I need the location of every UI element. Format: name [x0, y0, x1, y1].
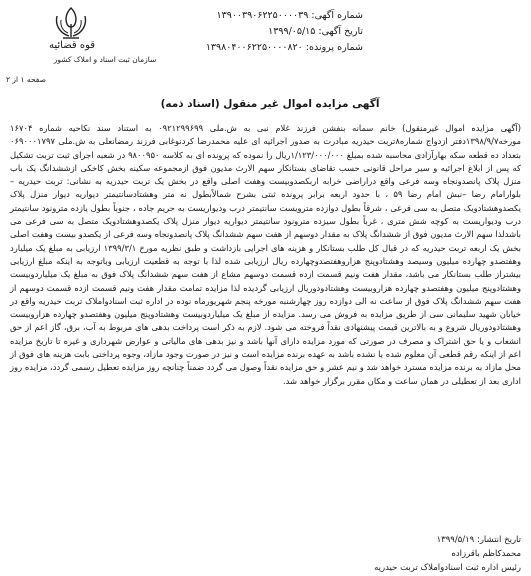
ad-number: شماره آگهی: ۱۳۹۰۰۳۹۰۶۲۲۵۰۰۰۰۳۹: [216, 10, 363, 21]
signer-name: محمدکاظم باقرزاده: [451, 549, 521, 559]
signature-block: [374, 533, 521, 575]
page-number: صفحه ۱ از ۲: [6, 75, 46, 84]
notice-body-paragraph: (آگهی مزایده اموال غیرمنقول) خانم سمانه بنفشن فرزند غلام نبی به ش.ملی ۰۹۲۱۲۹۹۶۹۹ به استناد سند نکاحیه شماره ۱۶۷۰۴ مورخه۱۳۹۸/۹/۷دفتر ازدواج شماره۸تربت حیدریه مبادرت به صدور اجرائیه ای علیه محمدرضا کردنوغابی فرزند رمضانعلی به ش.ملی ۰۶۹۰۰۰۱۷۹۷ بتعداد ده قطعه سکه بهارآزادی محاسبه شده بمبلغ ۱/۱۲۳/۰۰۰/۰۰۰ریال را نموده که پرونده ای به کلاسه ۹۸۰۰۹۵۰ در شعبه اجرای ثبت تربت تشکیل که پس از ابلاغ اجرائیه و سیر مراحل قانونی حسب تقاضای بستانکار سهم الارث مدیون فوق ازمجموعه سکینه بخش کاخکی ازششدانگ یک باب منزل پلاک پانصدونجاه وسه فرعی واقع دراراضی خرابه اربکصدوبیست وهفت اصلی واقع در بخش یک تربت حیدریه به نشانی: تربت حیدریه – بلوارامام رضا –نبش امام رضا ۵۹ ، با حدود اربعه برابر پرونده ثبتی بشرح شمالاًبطول نه متر وهشتادسانتیمتر دیواریه دیوار منزل پلاک یکصدوهشتادویک متصل به سی فرعی ، شرقاً بطول دوازده مترویست سانتیمتر درب ودیواریست به حریم جاده ، جنوباً بطول یازده مترونود سانتیمتر درب ودیواریست به کوچه شش متری ، غرباً بطول سیزده مترونود سانتیمتر دیواریه دیوار منزل پلاک یکصدوهشتادویک متصل به سی فرعی می باشدلذا سهم الارث مدیون فوق از ششدانگ پلاک به مقدار دوسهم از هفت سهم ششدانگ پلاک پانصدونجاه وسه فرعی از یکصدو بیست وهفت اصلی بخش یک اربعه تربت حیدریه که در قبال کل طلب بستانکار و هزینه های اجرایی بازداشت و طبق نظریه مورخ ۱۳۹۹/۳/۱ ارزیابی به مبلغ یک میلیارد وهفتصدو چهارده میلیون وسیصد وهشتادوپنج هزاروهفتصدوچهارده ریال ارزیابی شده لذا با توجه به قطعیت ارزیابی وباتوجه به اینکه مبلغ ارزیابی بیشتراز طلب بستانکار می باشد، مقدار هفت ونیم قسمت ازده قسمت دوسهم مشاع از هفت سهم ششدانگ پلاک فوق به مبلغ یک میلیاردوبیست وهشتادوپنج میلیون وهفتصدو چهارده هزاروبیست وهشتادودوریال ارزیابی گردیده لذا مزایده تمامت مقدار هفت ونیم قسمت ازده قسمت دوسهم از هفت سهم ششدانگ پلاک فوق از ساعت نه الی دوازده روز چهارشنبه مورخه پنجم شهریورماه نوده در اداره ثبت اسنادواملاک تربت حیدریه واقع در خیابان شهید سلیمانی سی از طریق مزایده به فروش می رسد. مزایده از مبلغ یک میلیاردوبیست وهشتادوپنج میلیون وهفتصدو چهارده هزاروبیست وهشتادودوریال شروع و به بالاترین قیمت پیشنهادی نقداً فروخته می شود. لازم به ذکر است پرداخت بدهی های مربوط به آب، برق، گاز اعم از حق انشعاب و یا حق اشتراک و مصرف در صورتی که مورد مزایده دارای آنها باشد و نیز بدهی های مالیاتی و عوارض شهرداری و غیره تا تاریخ مزایده اعم از اینکه رقم قطعی آن معلوم شده یا نشده باشد به عهده برنده مزایده است و نیز در صورت وجود مازاد، وجوه پرداختی بابت هزینه های فوق از محل مازاد به برنده مزایده مسترد خواهد شد و نیم عشر و حق مزایده نقداً وصول می گردد ضمناً چنانچه روز مزایده تعطیل رسمی گردد، مزایده روز اداری بعد از تعطیلی در همان ساعت و مکان مقرر برگزار خواهد شد.: [10, 123, 522, 386]
signer-title: رئیس اداره ثبت اسنادواملاک تربت حیدریه: [374, 563, 521, 573]
notice-body: [10, 122, 521, 388]
notice-meta: [206, 8, 363, 56]
case-number: شماره پرونده: ۱۳۹۸۰۴۰۰۶۲۲۵۰۰۰۰۸۲۰: [205, 42, 363, 53]
publish-date: تاریخ انتشار: ۱۳۹۹/۵/۱۹: [436, 535, 521, 545]
org-title: قوه قضائیه: [48, 40, 96, 51]
ad-date: تاریخ آگهی: ۱۳۹۹/۰۵/۱۵: [268, 26, 363, 37]
notice-title: آگهی مزایده اموال غیر منقول (اسناد ذمه): [160, 98, 380, 110]
org-subtitle: سازمان ثبت اسناد و املاک کشور: [53, 55, 157, 64]
judiciary-emblem-icon: [47, 6, 95, 40]
